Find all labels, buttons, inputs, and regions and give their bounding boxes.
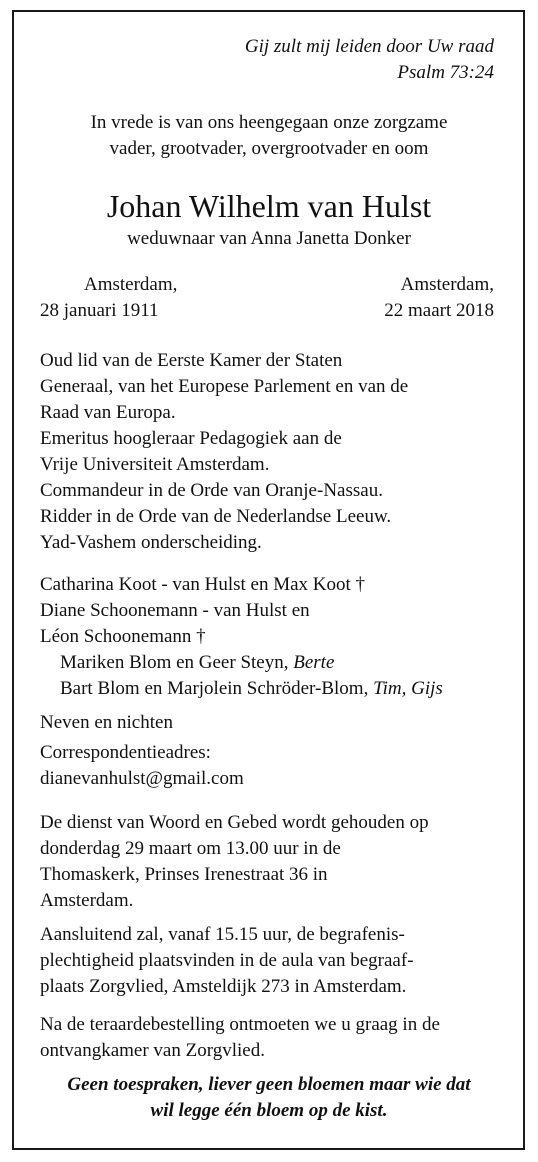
birth-place: Amsterdam,	[84, 274, 178, 295]
grandchildren-parents: Mariken Blom en Geer Steyn,	[60, 652, 289, 673]
burial-line: Aansluitend zal, vanaf 15.15 uur, de begrafenis-	[40, 924, 405, 945]
correspondence-email: dianevanhulst@gmail.com	[40, 768, 244, 789]
motto-line: Gij zult mij leiden door Uw raad	[244, 36, 494, 57]
birth-date: 28 januari 1911	[40, 300, 159, 321]
closing-line: wil legge één bloem op de kist.	[150, 1100, 388, 1121]
death-place: Amsterdam,	[400, 274, 494, 295]
intro-line: vader, grootvader, overgrootvader en oom	[109, 138, 429, 159]
meeting-line: Na de teraardebestelling ontmoeten we u graag in de	[40, 1014, 440, 1035]
grandchildren-names: Tim, Gijs	[373, 678, 443, 699]
biography-line: Generaal, van het Europese Parlement en van de	[40, 376, 409, 397]
correspondence-label: Correspondentieadres:	[40, 742, 211, 763]
service-line: De dienst van Woord en Gebed wordt gehouden op	[40, 812, 429, 833]
family-line: Léon Schoonemann †	[40, 626, 206, 647]
widower-line: weduwnaar van Anna Janetta Donker	[127, 228, 411, 249]
family-line: Catharina Koot - van Hulst en Max Koot †	[40, 574, 366, 595]
service-line: Thomaskerk, Prinses Irenestraat 36 in	[40, 864, 328, 885]
grandchildren-line	[60, 650, 334, 675]
biography-line: Ridder in de Orde van de Nederlandse Leeuw.	[40, 506, 392, 527]
family-line: Diane Schoonemann - van Hulst en	[40, 600, 310, 621]
biography-line: Emeritus hoogleraar Pedagogiek aan de	[40, 428, 342, 449]
service-line: Amsterdam.	[40, 890, 134, 911]
deceased-name: Johan Wilhelm van Hulst	[106, 188, 432, 224]
intro-line: In vrede is van ons heengegaan onze zorgzame	[90, 112, 448, 133]
biography-line: Commandeur in de Orde van Oranje-Nassau.	[40, 480, 383, 501]
meeting-line: ontvangkamer van Zorgvlied.	[40, 1040, 265, 1061]
relatives-line: Neven en nichten	[40, 712, 173, 733]
closing-line: Geen toespraken, liever geen bloemen maar wie dat	[67, 1074, 471, 1095]
grandchildren-line	[60, 676, 443, 701]
biography-line: Raad van Europa.	[40, 402, 176, 423]
biography-line: Yad-Vashem onderscheiding.	[40, 532, 262, 553]
service-line: donderdag 29 maart om 13.00 uur in de	[40, 838, 341, 859]
burial-line: plechtigheid plaatsvinden in de aula van begraaf-	[40, 950, 414, 971]
death-date: 22 maart 2018	[384, 300, 494, 321]
biography-line: Vrije Universiteit Amsterdam.	[40, 454, 270, 475]
burial-line: plaats Zorgvlied, Amsteldijk 273 in Amsterdam.	[40, 976, 407, 997]
grandchildren-parents: Bart Blom en Marjolein Schröder-Blom,	[60, 678, 369, 699]
biography-line: Oud lid van de Eerste Kamer der Staten	[40, 350, 343, 371]
psalm-reference: Psalm 73:24	[397, 62, 494, 83]
grandchildren-names: Berte	[293, 652, 335, 673]
